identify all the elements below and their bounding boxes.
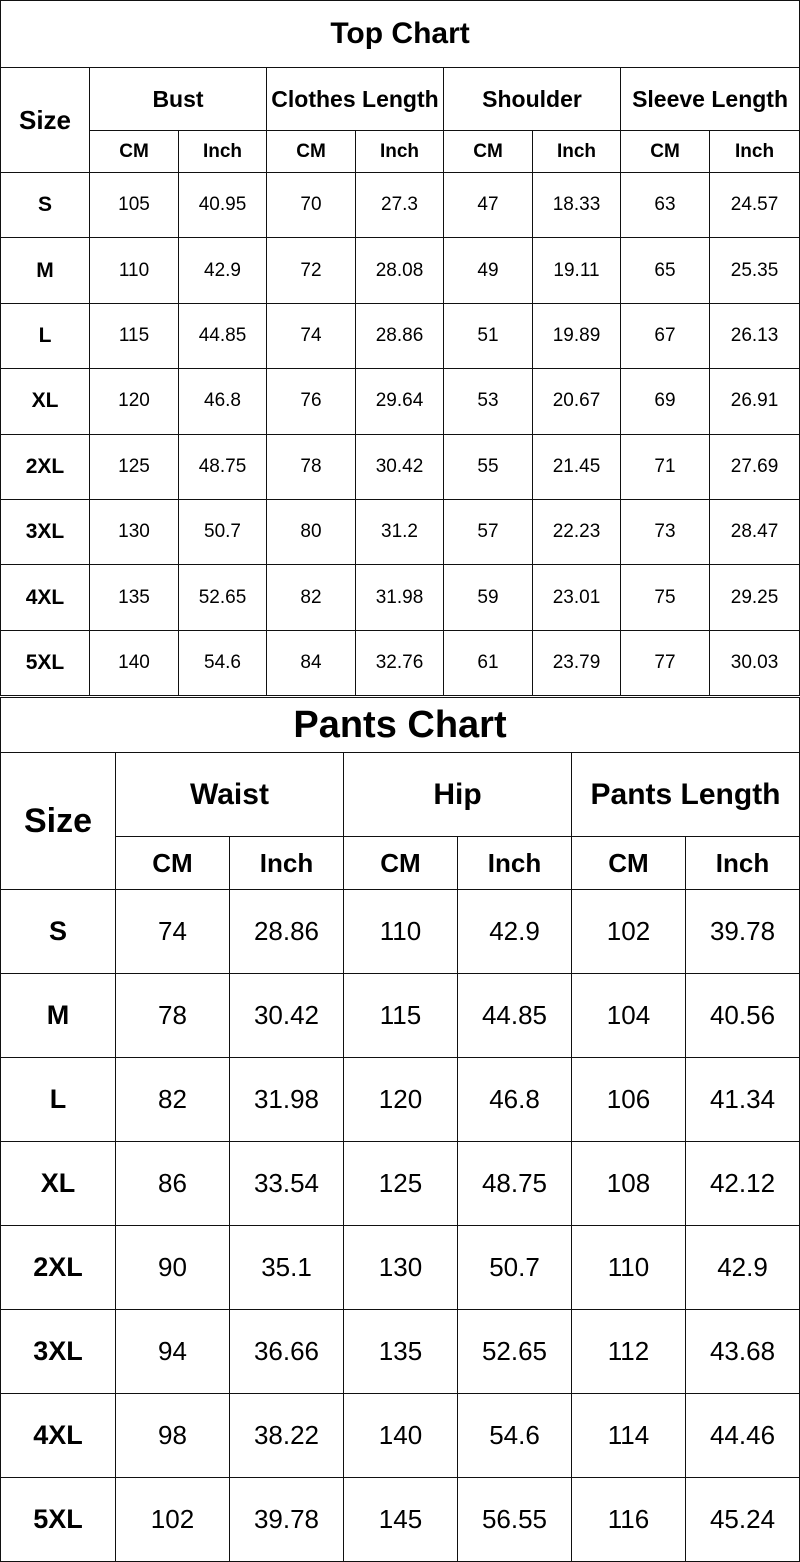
- measurement-cell: 26.13: [710, 303, 800, 368]
- measurement-cell: 48.75: [179, 434, 267, 499]
- measurement-cell: 40.56: [686, 974, 800, 1058]
- table-row: [1, 974, 800, 1058]
- unit-header-cm: CM: [90, 131, 179, 173]
- size-label-cell: L: [1, 1058, 116, 1142]
- size-label-cell: 2XL: [1, 1226, 116, 1310]
- measurement-cell: 31.2: [356, 499, 444, 564]
- measurement-cell: 63: [621, 173, 710, 238]
- measurement-cell: 54.6: [179, 630, 267, 695]
- table-row: [1, 1058, 800, 1142]
- measurement-cell: 55: [444, 434, 533, 499]
- unit-header-inch: Inch: [710, 131, 800, 173]
- measurement-cell: 29.25: [710, 565, 800, 630]
- size-label-cell: 4XL: [1, 565, 90, 630]
- size-label-cell: 3XL: [1, 499, 90, 564]
- measurement-cell: 105: [90, 173, 179, 238]
- measurement-cell: 28.08: [356, 238, 444, 303]
- measurement-cell: 20.67: [533, 369, 621, 434]
- size-label-cell: L: [1, 303, 90, 368]
- measurement-cell: 106: [572, 1058, 686, 1142]
- measurement-cell: 28.47: [710, 499, 800, 564]
- measurement-cell: 51: [444, 303, 533, 368]
- pants-unit-header-row: [1, 837, 800, 890]
- measurement-cell: 110: [90, 238, 179, 303]
- top-size-header: Size: [1, 68, 90, 173]
- unit-header-cm: CM: [344, 837, 458, 890]
- measurement-cell: 23.01: [533, 565, 621, 630]
- measurement-cell: 84: [267, 630, 356, 695]
- measurement-cell: 80: [267, 499, 356, 564]
- measurement-cell: 130: [344, 1226, 458, 1310]
- top-title-row: [1, 1, 800, 68]
- measurement-cell: 56.55: [458, 1478, 572, 1562]
- measurement-cell: 44.85: [458, 974, 572, 1058]
- unit-header-cm: CM: [572, 837, 686, 890]
- measurement-cell: 46.8: [179, 369, 267, 434]
- table-row: [1, 303, 800, 368]
- size-label-cell: 5XL: [1, 1478, 116, 1562]
- measurement-cell: 61: [444, 630, 533, 695]
- unit-header-cm: CM: [621, 131, 710, 173]
- measurement-cell: 50.7: [458, 1226, 572, 1310]
- measurement-cell: 25.35: [710, 238, 800, 303]
- measurement-cell: 31.98: [356, 565, 444, 630]
- measurement-cell: 76: [267, 369, 356, 434]
- unit-header-cm: CM: [444, 131, 533, 173]
- measurement-cell: 21.45: [533, 434, 621, 499]
- size-label-cell: 5XL: [1, 630, 90, 695]
- measurement-cell: 30.42: [356, 434, 444, 499]
- measurement-cell: 116: [572, 1478, 686, 1562]
- table-row: [1, 173, 800, 238]
- pants-chart-title: Pants Chart: [1, 698, 800, 753]
- measurement-cell: 36.66: [230, 1310, 344, 1394]
- measurement-cell: 145: [344, 1478, 458, 1562]
- size-label-cell: 2XL: [1, 434, 90, 499]
- measurement-cell: 75: [621, 565, 710, 630]
- measurement-cell: 108: [572, 1142, 686, 1226]
- measurement-cell: 18.33: [533, 173, 621, 238]
- measurement-cell: 52.65: [179, 565, 267, 630]
- table-row: [1, 1310, 800, 1394]
- measurement-cell: 102: [572, 890, 686, 974]
- measurement-cell: 27.3: [356, 173, 444, 238]
- measurement-cell: 140: [344, 1394, 458, 1478]
- measurement-cell: 59: [444, 565, 533, 630]
- measurement-cell: 90: [116, 1226, 230, 1310]
- measurement-cell: 72: [267, 238, 356, 303]
- measurement-cell: 26.91: [710, 369, 800, 434]
- top-header-bust: Bust: [90, 68, 267, 131]
- measurement-cell: 120: [90, 369, 179, 434]
- measurement-cell: 19.11: [533, 238, 621, 303]
- measurement-cell: 52.65: [458, 1310, 572, 1394]
- measurement-cell: 82: [267, 565, 356, 630]
- measurement-cell: 112: [572, 1310, 686, 1394]
- measurement-cell: 65: [621, 238, 710, 303]
- pants-header-hip: Hip: [344, 753, 572, 837]
- size-label-cell: XL: [1, 1142, 116, 1226]
- top-group-header-row: [1, 68, 800, 131]
- measurement-cell: 130: [90, 499, 179, 564]
- measurement-cell: 47: [444, 173, 533, 238]
- table-row: [1, 369, 800, 434]
- top-chart-title: Top Chart: [1, 1, 800, 68]
- measurement-cell: 35.1: [230, 1226, 344, 1310]
- unit-header-cm: CM: [116, 837, 230, 890]
- measurement-cell: 71: [621, 434, 710, 499]
- unit-header-inch: Inch: [230, 837, 344, 890]
- table-row: [1, 1226, 800, 1310]
- pants-size-header: Size: [1, 753, 116, 890]
- measurement-cell: 53: [444, 369, 533, 434]
- measurement-cell: 32.76: [356, 630, 444, 695]
- measurement-cell: 57: [444, 499, 533, 564]
- pants-size-table: [0, 697, 800, 1562]
- measurement-cell: 102: [116, 1478, 230, 1562]
- measurement-cell: 69: [621, 369, 710, 434]
- measurement-cell: 98: [116, 1394, 230, 1478]
- measurement-cell: 94: [116, 1310, 230, 1394]
- size-label-cell: XL: [1, 369, 90, 434]
- top-header-sleeve-length: Sleeve Length: [621, 68, 800, 131]
- measurement-cell: 135: [90, 565, 179, 630]
- measurement-cell: 125: [90, 434, 179, 499]
- table-row: [1, 434, 800, 499]
- measurement-cell: 24.57: [710, 173, 800, 238]
- size-label-cell: 4XL: [1, 1394, 116, 1478]
- measurement-cell: 29.64: [356, 369, 444, 434]
- table-row: [1, 1142, 800, 1226]
- measurement-cell: 30.03: [710, 630, 800, 695]
- size-label-cell: 3XL: [1, 1310, 116, 1394]
- measurement-cell: 50.7: [179, 499, 267, 564]
- top-size-table: [0, 0, 800, 696]
- measurement-cell: 19.89: [533, 303, 621, 368]
- unit-header-inch: Inch: [356, 131, 444, 173]
- table-row: [1, 630, 800, 695]
- measurement-cell: 30.42: [230, 974, 344, 1058]
- size-label-cell: S: [1, 890, 116, 974]
- size-label-cell: M: [1, 974, 116, 1058]
- table-row: [1, 499, 800, 564]
- measurement-cell: 41.34: [686, 1058, 800, 1142]
- measurement-cell: 78: [116, 974, 230, 1058]
- measurement-cell: 42.12: [686, 1142, 800, 1226]
- measurement-cell: 46.8: [458, 1058, 572, 1142]
- measurement-cell: 39.78: [686, 890, 800, 974]
- measurement-cell: 73: [621, 499, 710, 564]
- top-header-clothes-length: Clothes Length: [267, 68, 444, 131]
- measurement-cell: 135: [344, 1310, 458, 1394]
- measurement-cell: 42.9: [179, 238, 267, 303]
- measurement-cell: 49: [444, 238, 533, 303]
- measurement-cell: 77: [621, 630, 710, 695]
- measurement-cell: 38.22: [230, 1394, 344, 1478]
- measurement-cell: 43.68: [686, 1310, 800, 1394]
- measurement-cell: 140: [90, 630, 179, 695]
- top-header-shoulder: Shoulder: [444, 68, 621, 131]
- measurement-cell: 78: [267, 434, 356, 499]
- top-unit-header-row: [1, 131, 800, 173]
- measurement-cell: 23.79: [533, 630, 621, 695]
- measurement-cell: 120: [344, 1058, 458, 1142]
- measurement-cell: 67: [621, 303, 710, 368]
- measurement-cell: 110: [344, 890, 458, 974]
- measurement-cell: 39.78: [230, 1478, 344, 1562]
- pants-group-header-row: [1, 753, 800, 837]
- measurement-cell: 115: [90, 303, 179, 368]
- pants-header-pants-length: Pants Length: [572, 753, 800, 837]
- pants-title-row: [1, 698, 800, 753]
- measurement-cell: 45.24: [686, 1478, 800, 1562]
- measurement-cell: 31.98: [230, 1058, 344, 1142]
- measurement-cell: 27.69: [710, 434, 800, 499]
- measurement-cell: 22.23: [533, 499, 621, 564]
- measurement-cell: 86: [116, 1142, 230, 1226]
- measurement-cell: 33.54: [230, 1142, 344, 1226]
- measurement-cell: 74: [267, 303, 356, 368]
- measurement-cell: 44.85: [179, 303, 267, 368]
- measurement-cell: 115: [344, 974, 458, 1058]
- table-row: [1, 890, 800, 974]
- unit-header-inch: Inch: [458, 837, 572, 890]
- measurement-cell: 82: [116, 1058, 230, 1142]
- unit-header-inch: Inch: [533, 131, 621, 173]
- measurement-cell: 104: [572, 974, 686, 1058]
- measurement-cell: 54.6: [458, 1394, 572, 1478]
- measurement-cell: 74: [116, 890, 230, 974]
- measurement-cell: 28.86: [230, 890, 344, 974]
- measurement-cell: 40.95: [179, 173, 267, 238]
- unit-header-cm: CM: [267, 131, 356, 173]
- size-label-cell: M: [1, 238, 90, 303]
- measurement-cell: 48.75: [458, 1142, 572, 1226]
- measurement-cell: 42.9: [458, 890, 572, 974]
- unit-header-inch: Inch: [179, 131, 267, 173]
- size-label-cell: S: [1, 173, 90, 238]
- pants-header-waist: Waist: [116, 753, 344, 837]
- unit-header-inch: Inch: [686, 837, 800, 890]
- measurement-cell: 114: [572, 1394, 686, 1478]
- measurement-cell: 28.86: [356, 303, 444, 368]
- table-row: [1, 238, 800, 303]
- measurement-cell: 70: [267, 173, 356, 238]
- table-row: [1, 1394, 800, 1478]
- measurement-cell: 125: [344, 1142, 458, 1226]
- measurement-cell: 44.46: [686, 1394, 800, 1478]
- table-row: [1, 1478, 800, 1562]
- table-row: [1, 565, 800, 630]
- measurement-cell: 42.9: [686, 1226, 800, 1310]
- measurement-cell: 110: [572, 1226, 686, 1310]
